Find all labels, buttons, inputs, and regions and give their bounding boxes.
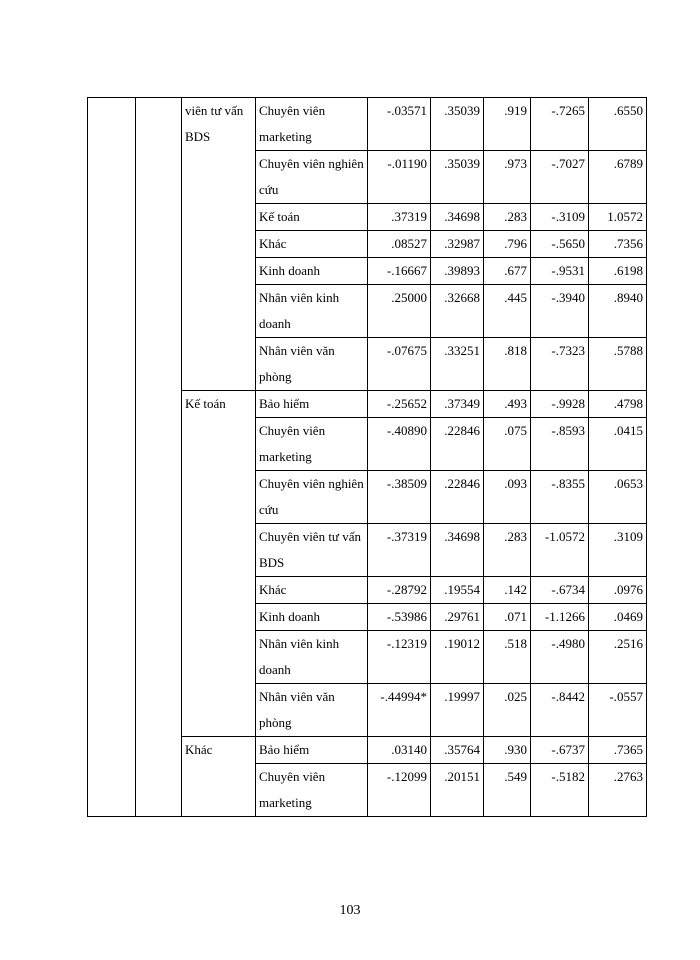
significance-cell: .075 [484,418,531,471]
significance-cell: .518 [484,631,531,684]
group-label-cell: Kế toán [182,391,256,737]
std-error-cell: .34698 [431,204,484,231]
comparison-label-cell: Kinh doanh [256,604,368,631]
lower-bound-cell: -1.0572 [531,524,589,577]
upper-bound-cell: .0415 [589,418,647,471]
comparison-label-cell: Khác [256,577,368,604]
significance-cell: .677 [484,258,531,285]
mean-difference-cell: .08527 [368,231,431,258]
lower-bound-cell: -.6734 [531,577,589,604]
mean-difference-cell: -.53986 [368,604,431,631]
comparison-label-cell: Chuyên viên tư vấn BDS [256,524,368,577]
upper-bound-cell: .3109 [589,524,647,577]
mean-difference-cell: -.16667 [368,258,431,285]
significance-cell: .818 [484,338,531,391]
std-error-cell: .22846 [431,418,484,471]
comparison-label-cell: Chuyên viên nghiên cứu [256,151,368,204]
std-error-cell: .20151 [431,764,484,817]
test-method-cell [136,98,182,817]
std-error-cell: .37349 [431,391,484,418]
std-error-cell: .19997 [431,684,484,737]
upper-bound-cell: .2516 [589,631,647,684]
mean-difference-cell: -.28792 [368,577,431,604]
lower-bound-cell: -1.1266 [531,604,589,631]
comparison-label-cell: Chuyên viên marketing [256,98,368,151]
lower-bound-cell: -.5650 [531,231,589,258]
dependent-variable-cell [88,98,136,817]
mean-difference-cell: -.40890 [368,418,431,471]
lower-bound-cell: -.3109 [531,204,589,231]
upper-bound-cell: .7365 [589,737,647,764]
mean-difference-cell: .25000 [368,285,431,338]
lower-bound-cell: -.5182 [531,764,589,817]
lower-bound-cell: -.8593 [531,418,589,471]
multiple-comparisons-table [87,97,647,817]
comparison-label-cell: Khác [256,231,368,258]
lower-bound-cell: -.7027 [531,151,589,204]
table-row [88,98,647,151]
std-error-cell: .32987 [431,231,484,258]
comparison-label-cell: Bảo hiểm [256,391,368,418]
lower-bound-cell: -.6737 [531,737,589,764]
upper-bound-cell: .5788 [589,338,647,391]
significance-cell: .093 [484,471,531,524]
significance-cell: .445 [484,285,531,338]
upper-bound-cell: .6550 [589,98,647,151]
significance-cell: .142 [484,577,531,604]
significance-cell: .071 [484,604,531,631]
significance-cell: .283 [484,204,531,231]
upper-bound-cell: -.0557 [589,684,647,737]
upper-bound-cell: .6789 [589,151,647,204]
comparison-label-cell: Nhân viên kinh doanh [256,631,368,684]
upper-bound-cell: .8940 [589,285,647,338]
comparison-label-cell: Chuyên viên nghiên cứu [256,471,368,524]
mean-difference-cell: -.44994* [368,684,431,737]
mean-difference-cell: -.01190 [368,151,431,204]
significance-cell: .283 [484,524,531,577]
significance-cell: .493 [484,391,531,418]
upper-bound-cell: .0653 [589,471,647,524]
mean-difference-cell: -.37319 [368,524,431,577]
std-error-cell: .39893 [431,258,484,285]
significance-cell: .025 [484,684,531,737]
mean-difference-cell: .37319 [368,204,431,231]
std-error-cell: .19554 [431,577,484,604]
group-label-cell: Khác [182,737,256,817]
significance-cell: .930 [484,737,531,764]
mean-difference-cell: -.03571 [368,98,431,151]
upper-bound-cell: .6198 [589,258,647,285]
std-error-cell: .22846 [431,471,484,524]
std-error-cell: .32668 [431,285,484,338]
upper-bound-cell: .0469 [589,604,647,631]
comparison-label-cell: Kinh doanh [256,258,368,285]
std-error-cell: .35039 [431,98,484,151]
table-body [88,98,647,817]
lower-bound-cell: -.3940 [531,285,589,338]
std-error-cell: .35039 [431,151,484,204]
upper-bound-cell: .7356 [589,231,647,258]
comparison-label-cell: Chuyên viên marketing [256,418,368,471]
comparison-label-cell: Chuyên viên marketing [256,764,368,817]
significance-cell: .919 [484,98,531,151]
std-error-cell: .35764 [431,737,484,764]
significance-cell: .973 [484,151,531,204]
group-label-cell: viên tư vấn BDS [182,98,256,391]
std-error-cell: .19012 [431,631,484,684]
lower-bound-cell: -.7323 [531,338,589,391]
significance-cell: .796 [484,231,531,258]
upper-bound-cell: .2763 [589,764,647,817]
page-number: 103 [339,903,361,918]
upper-bound-cell: .0976 [589,577,647,604]
mean-difference-cell: .03140 [368,737,431,764]
std-error-cell: .34698 [431,524,484,577]
lower-bound-cell: -.9531 [531,258,589,285]
mean-difference-cell: -.38509 [368,471,431,524]
upper-bound-cell: .4798 [589,391,647,418]
comparison-label-cell: Nhân viên văn phòng [256,684,368,737]
comparison-label-cell: Bảo hiểm [256,737,368,764]
std-error-cell: .33251 [431,338,484,391]
lower-bound-cell: -.4980 [531,631,589,684]
lower-bound-cell: -.7265 [531,98,589,151]
comparison-label-cell: Nhân viên văn phòng [256,338,368,391]
comparison-label-cell: Kế toán [256,204,368,231]
mean-difference-cell: -.12319 [368,631,431,684]
mean-difference-cell: -.12099 [368,764,431,817]
std-error-cell: .29761 [431,604,484,631]
lower-bound-cell: -.8355 [531,471,589,524]
upper-bound-cell: 1.0572 [589,204,647,231]
lower-bound-cell: -.8442 [531,684,589,737]
mean-difference-cell: -.07675 [368,338,431,391]
comparison-label-cell: Nhân viên kinh doanh [256,285,368,338]
significance-cell: .549 [484,764,531,817]
mean-difference-cell: -.25652 [368,391,431,418]
lower-bound-cell: -.9928 [531,391,589,418]
